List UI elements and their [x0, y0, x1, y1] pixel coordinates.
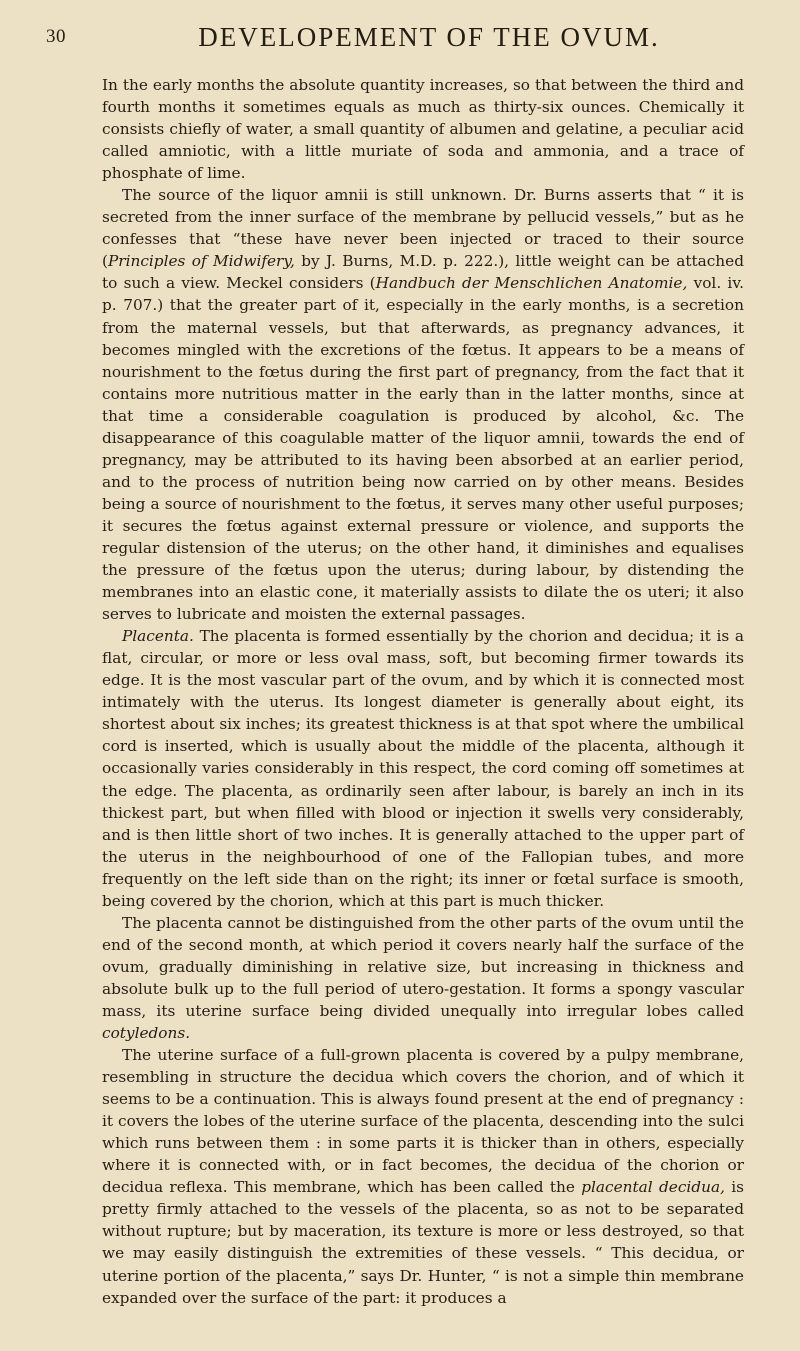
- running-head: DEVELOPEMENT OF THE OVUM.: [198, 22, 660, 52]
- paragraph: [102, 184, 744, 625]
- text-run: The placenta cannot be distinguished from the other parts of the ovum until the end of the second month, at which period it covers nearly half the surface of the ovum, gradually diminishing in relative size, but increasing in thickness and absolute bulk up to the full period of utero-gestation. It forms a spongy vascular mass, its uterine surface being divided unequally into irregular lobes called: [102, 913, 744, 1020]
- italic-text: Handbuch der Menschlichen Anatomie,: [375, 274, 688, 293]
- paragraph: [102, 74, 744, 184]
- text-run: vol. iv. p. 707.) that the greater part of it, especially in the early months, is a secretion from the maternal vessels, but that afterwards, as pregnancy advances, it becomes mingled with the excretions of the fœtus. It appears to be a means of nourishment to the fœtus during the first part of pregnancy, from the fact that it contains more nutritious matter in the early than in the latter months, since at that time a considerable coagulation is produced by alcohol, &c. The disappearance of this coagulable matter of the liquor amnii, towards the end of pregnancy, may be attributed to its having been absorbed at an earlier period, and to the process of nutrition being now carried on by other means. Besides being a source of nourishment to the fœtus, it serves many other useful purposes; it secures the fœtus against external pressure or violence, and supports the regular distension of the uterus; on the other hand, it diminishes and equalises the pressure of the fœtus upon the uterus; during labour, by distending the membranes into an elastic cone, it materially assists to dilate the os uteri; it also serves to lubricate and moisten the external passages.: [102, 274, 745, 624]
- italic-text: placental decidua,: [581, 1178, 725, 1197]
- page-header: [46, 22, 744, 62]
- text-run: The uterine surface of a full-grown placenta is covered by a pulpy membrane, resembling in structure the decidua which covers the chorion, and of which it seems to be a continuation. This is always found present at the end of pregnancy : it covers the lobes of the uterine surface of the placenta, descending into the sulci which runs between them : in some parts it is thicker than in others, especially where it is connected with, or in fact becomes, the decidua of the chorion or decidua reflexa. This membrane, which has been called the: [102, 1046, 744, 1197]
- text-run: The placenta is formed essentially by the chorion and decidua; it is a flat, circular, or more or less oval mass, soft, but becoming firmer towards its edge. It is the most vascular part of the ovum, and by which it is connected most intimately with the uterus. Its longest diameter is generally about eight, its shortest about six inches; its greatest thickness is at that spot where the umbilical cord is inserted, which is usually about the middle of the placenta, although it occasionally varies considerably in this respect, the cord coming off sometimes at the edge. The placenta, as ordinarily seen after labour, is barely an inch in its thickest part, but when filled with blood or injection it swells very considerably, and is then little short of two inches. It is generally attached to the upper part of the uterus in the neighbourhood of one of the Fallopian tubes, and more frequently on the left side than on the right; its inner or fœtal surface is smooth, being covered by the chorion, which at this part is much thicker.: [102, 627, 744, 910]
- italic-text: Principles of Midwifery,: [107, 252, 295, 271]
- text-run: is pretty firmly attached to the vessels of the placenta, so as not to be separated without rupture; but by maceration, its texture is more or less destroyed, so that we may easily distinguish the extremities of these vessels. “ This decidua, or uterine portion of the placenta,” says Dr. Hunter, “ is not a simple thin membrane expanded over the surface of the part: it produces a: [102, 1178, 745, 1307]
- italic-text: Placenta.: [122, 627, 194, 646]
- text-run: by J. Burns, M.D. p. 222.), little weight can be attached to such a view. Meckel considers (: [102, 252, 744, 293]
- text-run: The source of the liquor amnii is still unknown. Dr. Burns asserts that “ it is secreted from the inner surface of the membrane by pellucid vessels,” but as he confesses that “these have never been injected or traced to their source (: [102, 186, 744, 271]
- paragraph: [102, 1044, 744, 1309]
- body-text: [102, 74, 744, 1309]
- page-number: 30: [46, 26, 66, 47]
- paragraph: [102, 625, 744, 912]
- paragraph: [102, 912, 744, 1044]
- italic-text: cotyledons.: [102, 1024, 191, 1043]
- text-run: In the early months the absolute quantity increases, so that between the third and fourth months it sometimes equals as much as thirty-six ounces. Chemically it consists chiefly of water, a small quantity of albumen and gelatine, a peculiar acid called amniotic, with a little muriate of soda and ammonia, and a trace of phosphate of lime.: [102, 76, 744, 183]
